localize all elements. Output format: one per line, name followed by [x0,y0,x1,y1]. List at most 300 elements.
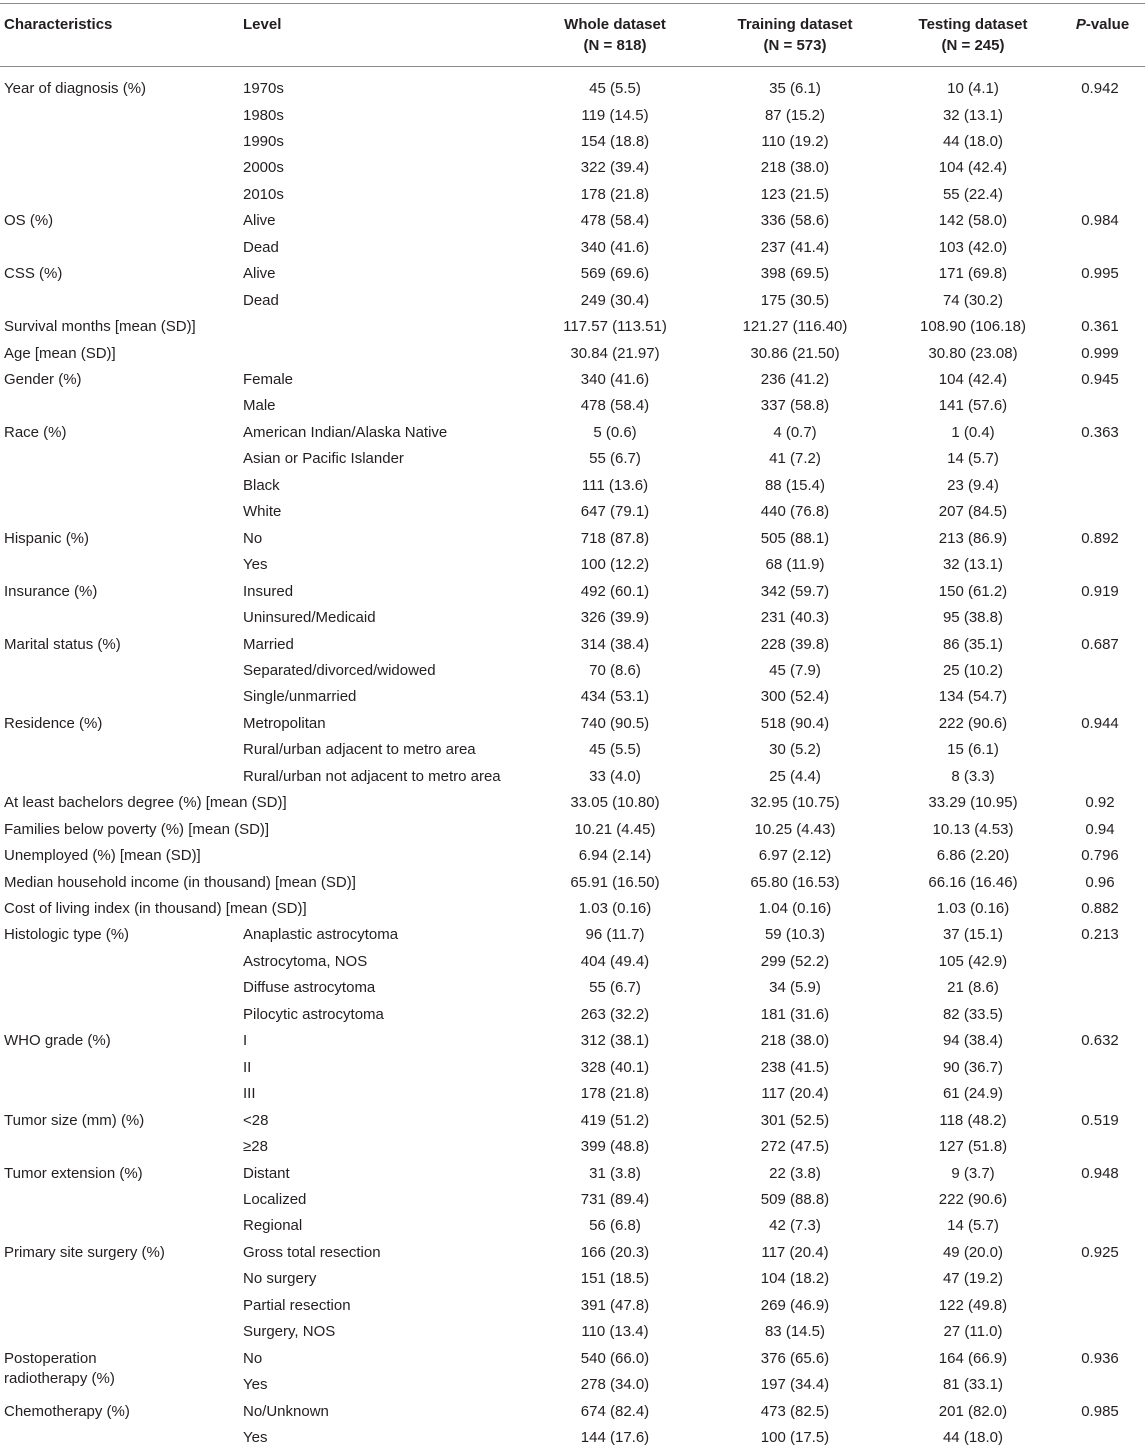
cell-whole: 740 (90.5) [580,714,650,732]
cell-testing: 82 (33.5) [942,1005,1004,1023]
cell-testing: 47 (19.2) [942,1270,1004,1288]
cell-whole: 249 (30.4) [580,291,650,309]
cell-whole: 492 (60.1) [580,582,650,600]
cell-level: Dead [243,291,279,309]
cell-testing: 118 (48.2) [939,1111,1007,1129]
header-whole-n: (N = 818) [583,37,647,54]
cell-training: 4 (0.7) [773,423,817,441]
cell-level: Black [243,476,280,494]
cell-testing: 10 (4.1) [947,80,999,97]
table-top-rule [0,3,1145,4]
cell-characteristic: Cost of living index (in thousand) [mean (SD)] [4,900,307,917]
cell-level: Asian or Pacific Islander [243,450,404,468]
table-row [0,1266,1145,1292]
cell-testing: 33.29 (10.95) [928,794,1018,812]
cell-pvalue: 0.948 [1081,1164,1119,1182]
cell-level: Dead [243,238,279,256]
table-row [0,261,1145,287]
cell-testing: 122 (49.8) [938,1296,1008,1314]
cell-characteristic: Year of diagnosis (%) [4,80,147,97]
cell-testing: 32 (13.1) [942,106,1004,124]
cell-testing: 32 (13.1) [942,556,1004,574]
cell-testing: 10.13 (4.53) [932,820,1014,838]
cell-whole: 478 (58.4) [580,397,650,415]
cell-testing: 6.86 (2.20) [936,847,1010,865]
cell-whole: 434 (53.1) [580,688,650,706]
table-row [0,1161,1145,1187]
cell-pvalue: 0.94 [1085,820,1115,838]
cell-testing: 37 (15.1) [942,926,1004,944]
cell-pvalue: 0.361 [1081,318,1119,335]
cell-characteristic: Postoperation radiotherapy (%) [4,1349,115,1387]
cell-characteristic: OS (%) [4,212,54,230]
cell-whole: 56 (6.8) [589,1217,641,1235]
cell-level: No [243,529,263,547]
cell-training: 228 (39.8) [760,635,830,653]
cell-whole: 33 (4.0) [589,767,641,785]
table-row [0,103,1145,129]
table-row [0,393,1145,419]
cell-level: Localized [243,1190,307,1208]
cell-testing: 81 (33.1) [942,1376,1004,1394]
cell-training: 22 (3.8) [769,1164,821,1182]
cell-level: Uninsured/Medicaid [243,609,376,626]
cell-level: Rural/urban not adjacent to metro area [243,767,501,785]
cell-whole: 399 (48.8) [580,1138,650,1155]
cell-training: 237 (41.4) [760,238,830,256]
cell-whole: 70 (8.6) [589,661,641,679]
cell-whole: 45 (5.5) [589,741,641,759]
table-row [0,764,1145,790]
table-row [0,605,1145,631]
cell-pvalue: 0.995 [1081,265,1119,283]
cell-level: Alive [243,212,276,230]
header-characteristics: Characteristics [4,16,113,33]
cell-characteristic: Race (%) [4,423,67,441]
cell-testing: 49 (20.0) [942,1243,1004,1261]
cell-pvalue: 0.936 [1081,1349,1119,1367]
cell-level: III [243,1085,256,1103]
cell-training: 121.27 (116.40) [742,318,848,335]
cell-characteristic: WHO grade (%) [4,1032,111,1050]
cell-level: No/Unknown [243,1402,329,1420]
cell-pvalue: 0.892 [1081,529,1119,547]
table-row [0,1399,1145,1425]
cell-level: American Indian/Alaska Native [243,423,448,441]
header-pvalue-italic: P [1075,16,1086,33]
cell-whole: 1.03 (0.16) [578,900,652,917]
cell-level: Distant [243,1164,290,1182]
cell-characteristic: Chemotherapy (%) [4,1402,130,1420]
cell-pvalue: 0.942 [1081,80,1119,97]
cell-level: Male [243,397,276,415]
cell-characteristic: Unemployed (%) [mean (SD)] [4,847,201,865]
cell-whole: 391 (47.8) [580,1296,650,1314]
cell-training: 337 (58.8) [760,397,830,415]
table-row [0,579,1145,605]
header-training-dataset [710,14,880,56]
cell-level: Insured [243,582,294,600]
cell-testing: 127 (51.8) [938,1138,1008,1155]
cell-whole: 328 (40.1) [580,1058,650,1076]
table-row [0,1293,1145,1319]
table-row [0,208,1145,234]
table-row [0,499,1145,525]
cell-pvalue: 0.919 [1081,582,1119,600]
cell-training: 123 (21.5) [760,185,830,203]
table-row [0,288,1145,314]
cell-training: 83 (14.5) [764,1323,826,1341]
cell-training: 117 (20.4) [761,1085,829,1103]
cell-level: Female [243,370,294,388]
cell-training: 117 (20.4) [761,1243,829,1261]
cell-whole: 55 (6.7) [589,450,641,468]
cell-training: 218 (38.0) [760,1032,830,1050]
cell-training: 181 (31.6) [760,1005,830,1023]
cell-testing: 14 (5.7) [947,1217,999,1235]
cell-testing: 14 (5.7) [947,450,999,468]
cell-training: 30 (5.2) [769,741,821,759]
table-row [0,420,1145,446]
table-row [0,790,1145,816]
cell-testing: 201 (82.0) [938,1402,1008,1420]
cell-whole: 314 (38.4) [580,635,650,653]
header-training-title: Training dataset [737,16,853,33]
cell-whole: 33.05 (10.80) [570,794,660,812]
cell-level: I [243,1032,248,1050]
cell-testing: 1 (0.4) [951,423,995,441]
cell-testing: 55 (22.4) [942,185,1004,203]
table-row [0,711,1145,737]
table-row [0,76,1145,102]
cell-level: II [243,1058,252,1076]
cell-testing: 108.90 (106.18) [920,318,1026,335]
header-pvalue-rest: -value [1085,16,1130,33]
cell-characteristic: Tumor size (mm) (%) [4,1111,145,1129]
table-row [0,843,1145,869]
cell-training: 34 (5.9) [769,979,821,997]
cell-whole: 326 (39.9) [580,609,650,626]
cell-whole: 55 (6.7) [589,979,641,997]
cell-whole: 404 (49.4) [580,952,650,970]
cell-training: 236 (41.2) [760,370,830,388]
cell-pvalue: 0.945 [1081,370,1119,388]
cell-testing: 94 (38.4) [942,1032,1004,1050]
cell-pvalue: 0.632 [1081,1032,1119,1050]
cell-level: 2010s [243,185,284,203]
cell-characteristic: Insurance (%) [4,582,98,600]
cell-characteristic: Median household income (in thousand) [mean (SD)] [4,873,356,891]
cell-testing: 104 (42.4) [938,370,1008,388]
cell-pvalue: 0.984 [1081,212,1119,230]
cell-level: Pilocytic astrocytoma [243,1005,384,1023]
cell-training: 518 (90.4) [760,714,830,732]
cell-pvalue: 0.519 [1081,1111,1119,1129]
cell-whole: 31 (3.8) [589,1164,641,1182]
cell-whole: 322 (39.4) [580,159,650,177]
cell-pvalue: 0.985 [1081,1402,1119,1420]
table-row [0,129,1145,155]
cell-characteristic: Primary site surgery (%) [4,1243,165,1261]
cell-training: 35 (6.1) [769,80,821,97]
cell-testing: 164 (66.9) [938,1349,1008,1367]
cell-testing: 74 (30.2) [942,291,1004,309]
cell-level: No [243,1349,263,1367]
cell-level: Separated/divorced/widowed [243,661,436,679]
cell-pvalue: 0.796 [1081,847,1119,865]
cell-level: Alive [243,265,276,283]
cell-characteristic: Marital status (%) [4,635,121,653]
header-whole-title: Whole dataset [564,16,666,33]
cell-level: ≥28 [243,1138,268,1155]
cell-characteristic: Residence (%) [4,714,103,732]
cell-level: Regional [243,1217,303,1235]
cell-training: 505 (88.1) [760,529,830,547]
table-row [0,235,1145,261]
table-row [0,737,1145,763]
table-row [0,526,1145,552]
cell-testing: 9 (3.7) [951,1164,995,1182]
cell-testing: 222 (90.6) [938,714,1008,732]
cell-testing: 90 (36.7) [942,1058,1004,1076]
cell-training: 45 (7.9) [769,661,821,679]
cell-characteristic: Histologic type (%) [4,926,130,944]
cell-whole: 540 (66.0) [580,1349,650,1367]
cell-level: Astrocytoma, NOS [243,952,368,970]
cell-training: 87 (15.2) [764,106,826,124]
cell-testing: 30.80 (23.08) [928,344,1018,362]
cell-level: Yes [243,556,268,574]
cell-training: 68 (11.9) [765,556,825,574]
cell-whole: 45 (5.5) [589,80,641,97]
cell-training: 300 (52.4) [760,688,830,706]
cell-testing: 142 (58.0) [938,212,1008,230]
cell-testing: 8 (3.3) [951,767,995,785]
cell-testing: 23 (9.4) [947,476,999,494]
cell-whole: 65.91 (16.50) [570,873,660,891]
table-row [0,632,1145,658]
table-row [0,314,1145,340]
cell-whole: 154 (18.8) [580,132,650,150]
table-row [0,1108,1145,1134]
cell-training: 509 (88.8) [760,1190,830,1208]
cell-training: 376 (65.6) [760,1349,830,1367]
header-training-n: (N = 573) [763,37,827,54]
cell-level: White [243,503,282,521]
cell-pvalue: 0.363 [1081,423,1119,441]
table-header-rule [0,66,1145,67]
cell-testing: 44 (18.0) [942,1429,1004,1446]
table-row [0,1319,1145,1345]
cell-training: 218 (38.0) [760,159,830,177]
cell-testing: 103 (42.0) [938,238,1008,256]
cell-level: Anaplastic astrocytoma [243,926,399,944]
table-row [0,1081,1145,1107]
table-row [0,896,1145,922]
table-row [0,155,1145,181]
cell-level: Partial resection [243,1296,351,1314]
table-row [0,975,1145,1001]
cell-training: 110 (19.2) [761,132,829,150]
cell-whole: 166 (20.3) [580,1243,650,1261]
cell-level: Married [243,635,294,653]
table-row [0,1002,1145,1028]
cell-testing: 222 (90.6) [938,1190,1008,1208]
cell-training: 299 (52.2) [760,952,830,970]
cell-testing: 105 (42.9) [938,952,1008,970]
cell-whole: 117.57 (113.51) [563,318,667,335]
cell-whole: 100 (12.2) [580,556,650,574]
cell-training: 6.97 (2.12) [758,847,832,865]
cell-pvalue: 0.96 [1085,873,1115,891]
cell-whole: 96 (11.7) [585,926,645,944]
table-row [0,922,1145,948]
cell-training: 100 (17.5) [760,1429,830,1446]
cell-testing: 171 (69.8) [938,265,1008,283]
cell-training: 342 (59.7) [760,582,830,600]
cell-testing: 27 (11.0) [943,1323,1003,1341]
cell-characteristic: CSS (%) [4,265,63,283]
cell-whole: 340 (41.6) [580,238,650,256]
cell-testing: 207 (84.5) [938,503,1008,521]
cell-level: <28 [243,1111,269,1129]
cell-characteristic: At least bachelors degree (%) [mean (SD)] [4,794,287,812]
cell-characteristic: Tumor extension (%) [4,1164,143,1182]
cell-whole: 731 (89.4) [580,1190,650,1208]
table-row [0,446,1145,472]
cell-characteristic: Survival months [mean (SD)] [4,318,196,335]
table-row [0,1213,1145,1239]
table-row [0,1240,1145,1266]
cell-testing: 21 (8.6) [947,979,999,997]
cell-training: 269 (46.9) [760,1296,830,1314]
cell-training: 32.95 (10.75) [750,794,840,812]
cell-level: 1980s [243,106,284,124]
cell-training: 272 (47.5) [760,1138,830,1155]
cell-whole: 151 (18.5) [580,1270,650,1288]
table-row [0,341,1145,367]
cell-training: 197 (34.4) [760,1376,830,1394]
cell-testing: 86 (35.1) [942,635,1004,653]
cell-level: Gross total resection [243,1243,381,1261]
cell-level: Surgery, NOS [243,1323,336,1341]
table-row [0,870,1145,896]
cell-testing: 1.03 (0.16) [936,900,1010,917]
cell-training: 398 (69.5) [760,265,830,283]
cell-whole: 144 (17.6) [580,1429,650,1446]
cell-whole: 278 (34.0) [580,1376,650,1394]
cell-whole: 419 (51.2) [580,1111,650,1129]
table-row [0,658,1145,684]
cell-pvalue: 0.92 [1085,794,1115,812]
cell-pvalue: 0.944 [1081,714,1119,732]
cell-training: 25 (4.4) [769,767,821,785]
cell-training: 1.04 (0.16) [758,900,832,917]
cell-training: 88 (15.4) [764,476,826,494]
cell-whole: 5 (0.6) [593,423,637,441]
header-testing-title: Testing dataset [918,16,1028,33]
cell-testing: 134 (54.7) [938,688,1008,706]
header-testing-n: (N = 245) [941,37,1005,54]
cell-training: 41 (7.2) [769,450,821,468]
cell-training: 473 (82.5) [760,1402,830,1420]
cell-level: Yes [243,1429,268,1446]
table-row [0,949,1145,975]
cell-whole: 674 (82.4) [580,1402,650,1420]
cell-characteristic: Gender (%) [4,370,82,388]
cell-whole: 647 (79.1) [580,503,650,521]
cell-testing: 66.16 (16.46) [928,873,1018,891]
cell-testing: 104 (42.4) [938,159,1008,177]
cell-level: 1990s [243,132,284,150]
cell-whole: 30.84 (21.97) [570,344,660,362]
header-level: Level [243,16,282,33]
cell-whole: 569 (69.6) [580,265,650,283]
cell-testing: 213 (86.9) [938,529,1008,547]
cell-training: 42 (7.3) [769,1217,821,1235]
cell-training: 175 (30.5) [760,291,830,309]
cell-whole: 10.21 (4.45) [574,820,656,838]
cell-characteristic: Hispanic (%) [4,529,90,547]
cell-training: 59 (10.3) [764,926,826,944]
cell-whole: 110 (13.4) [581,1323,649,1341]
table-row [0,367,1145,393]
table-row [0,817,1145,843]
table-row [0,1134,1145,1160]
cell-training: 65.80 (16.53) [750,873,840,891]
cell-testing: 95 (38.8) [942,609,1004,626]
cell-training: 231 (40.3) [760,609,830,626]
cell-training: 301 (52.5) [760,1111,830,1129]
cell-whole: 312 (38.1) [580,1032,650,1050]
cell-training: 238 (41.5) [760,1058,830,1076]
cell-training: 104 (18.2) [760,1270,830,1288]
table-row [0,1187,1145,1213]
cell-pvalue: 0.687 [1081,635,1119,653]
cell-training: 336 (58.6) [760,212,830,230]
header-pvalue [1060,14,1145,35]
cell-pvalue: 0.882 [1081,900,1119,917]
cell-testing: 15 (6.1) [947,741,999,759]
cell-level: No surgery [243,1270,317,1288]
table-row [0,1055,1145,1081]
cell-level: Yes [243,1376,268,1394]
cell-whole: 119 (14.5) [581,106,649,124]
cell-characteristic: Families below poverty (%) [mean (SD)] [4,820,270,838]
header-testing-dataset [888,14,1058,56]
cell-testing: 61 (24.9) [942,1085,1004,1103]
table-row [0,1372,1145,1398]
cell-whole: 178 (21.8) [580,1085,650,1103]
table-row [0,182,1145,208]
cell-training: 10.25 (4.43) [754,820,836,838]
cell-testing: 150 (61.2) [938,582,1008,600]
cell-whole: 178 (21.8) [580,185,650,203]
cell-pvalue: 0.213 [1081,926,1119,944]
cell-testing: 141 (57.6) [938,397,1008,415]
cell-testing: 25 (10.2) [942,661,1004,679]
table-row [0,473,1145,499]
cell-pvalue: 0.999 [1081,344,1119,362]
cell-training: 440 (76.8) [760,503,830,521]
cell-level: Metropolitan [243,714,326,732]
cell-testing: 44 (18.0) [942,132,1004,150]
table-row [0,1028,1145,1054]
cell-level: Single/unmarried [243,688,357,706]
table-row [0,684,1145,710]
cell-pvalue: 0.925 [1081,1243,1119,1261]
cell-whole: 111 (13.6) [581,476,649,494]
